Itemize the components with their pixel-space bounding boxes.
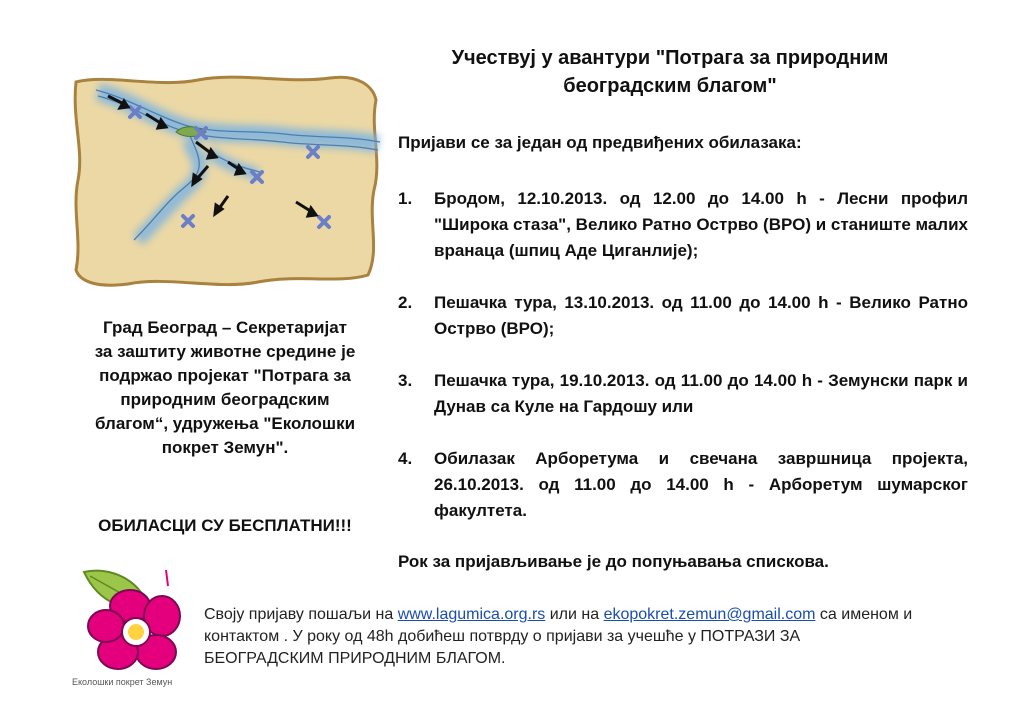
ekopokret-logo <box>70 566 200 694</box>
tour-list <box>398 186 968 524</box>
footer-text-3: са именом и контактом . У року од 48h добићеш потврду о пријави за учешће у ПОТРАЗИ ЗА БЕОГРАДСКИМ ПРИРОДНИМ БЛАГОМ. <box>204 606 913 667</box>
tour-item <box>398 446 968 524</box>
footer-text-2: или на <box>545 606 604 623</box>
page-title <box>400 44 940 100</box>
title-line-1: Учествуј у авантури "Потрага за природним <box>451 47 889 69</box>
website-link[interactable]: www.lagumica.org.rs <box>397 606 546 623</box>
tour-item <box>398 368 968 420</box>
tour-text: Бродом, 12.10.2013. од 12.00 до 14.00 h - Лесни профил "Широка стаза", Велико Ратно Острво (ВРО) и станиште малих вранаца (шпиц Аде Циганлије); <box>434 189 969 260</box>
sponsor-line: покрет Земун". <box>161 438 289 457</box>
sponsor-line: природним београдским <box>120 390 330 409</box>
footer-text-1: Своју пријаву пошаљи на <box>204 606 398 623</box>
sponsor-line: подржао пројекат "Потрага за <box>99 366 351 385</box>
logo-caption: Еколошки покрет Земун <box>72 677 173 687</box>
tour-item <box>398 290 968 342</box>
treasure-map <box>68 70 390 292</box>
intro-text: Пријави се за један од предвиђених обилазака: <box>398 133 802 152</box>
sponsor-line: за заштиту животне средине је <box>94 342 356 361</box>
tour-text: Пешачка тура, 13.10.2013. од 11.00 до 14.00 h - Велико Ратно Острво (ВРО); <box>434 293 968 338</box>
map-illustration <box>68 70 390 292</box>
tour-number: 3. <box>398 371 413 390</box>
free-notice: ОБИЛАСЦИ СУ БЕСПЛАТНИ!!! <box>98 516 352 535</box>
deadline-text: Рок за пријављивање је до попуњавања спискова. <box>398 552 829 571</box>
tour-text: Пешачка тура, 19.10.2013. од 11.00 до 14.00 h - Земунски парк и Дунав са Куле на Гардошу или <box>434 371 968 416</box>
sponsor-line: Град Београд – Секретаријат <box>103 318 347 337</box>
tour-number: 1. <box>398 189 413 208</box>
registration-instructions <box>204 604 924 670</box>
tour-text: Обилазак Арборетума и свечана завршница пројекта, 26.10.2013. од 11.00 до 14.00 h - Арборетум шумарског факултета. <box>434 449 968 520</box>
sponsor-line: благом“, удружења "Еколошки <box>94 414 356 433</box>
tour-number: 2. <box>398 293 413 312</box>
flower-logo-icon <box>70 566 200 676</box>
tour-number: 4. <box>398 449 413 468</box>
title-line-2: београдским благом" <box>563 75 777 97</box>
sponsor-statement <box>70 316 380 460</box>
email-link[interactable]: ekopokret.zemun@gmail.com <box>603 606 816 623</box>
tour-item <box>398 186 968 264</box>
